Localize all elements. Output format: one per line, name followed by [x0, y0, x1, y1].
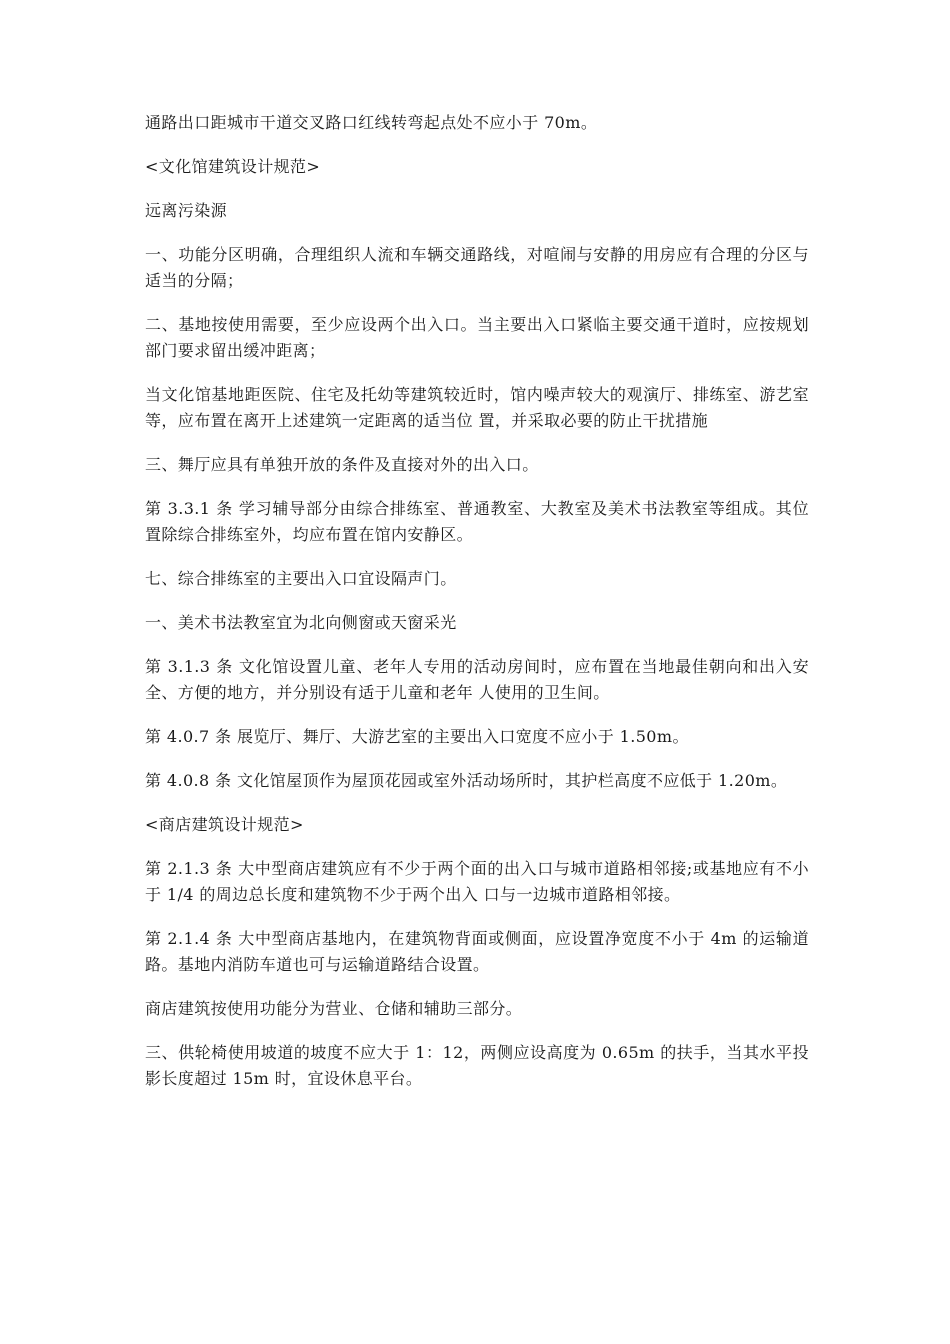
paragraph-article-3-3-1: 第 3.3.1 条 学习辅导部分由综合排练室、普通教室、大教室及美术书法教室等组成。其位置除综合排练室外，均应布置在馆内安静区。	[145, 499, 809, 544]
paragraph-art-lighting: 一、美术书法教室宜为北向侧窗或天窗采光	[145, 613, 457, 632]
paragraph-entrances: 二、基地按使用需要，至少应设两个出入口。当主要出入口紧临主要交通干道时，应按规划部门要求留出缓冲距离；	[145, 315, 809, 360]
paragraph-noise: 当文化馆基地距医院、住宅及托幼等建筑较近时，馆内噪声较大的观演厅、排练室、游艺室等，应布置在离开上述建筑一定距离的适当位 置，并采取必要的防止干扰措施	[145, 385, 809, 430]
paragraph-article-2-1-3: 第 2.1.3 条 大中型商店建筑应有不少于两个面的出入口与城市道路相邻接;或基地应有不小于 1/4 的周边总长度和建筑物不少于两个出入 口与一边城市道路相邻接。	[145, 859, 809, 904]
paragraph-rehearsal-door: 七、综合排练室的主要出入口宜设隔声门。	[145, 569, 457, 588]
paragraph-article-4-0-8: 第 4.0.8 条 文化馆屋顶作为屋顶花园或室外活动场所时，其护栏高度不应低于 1.20m。	[145, 771, 788, 790]
paragraph-road-exit-distance: 通路出口距城市干道交叉路口红线转弯起点处不应小于 70m。	[145, 113, 598, 132]
section-heading-shop: <商店建筑设计规范>	[145, 815, 304, 834]
paragraph-article-4-0-7: 第 4.0.7 条 展览厅、舞厅、大游艺室的主要出入口宽度不应小于 1.50m。	[145, 727, 689, 746]
paragraph-pollution: 远离污染源	[145, 201, 228, 220]
paragraph-article-3-1-3: 第 3.1.3 条 文化馆设置儿童、老年人专用的活动房间时，应布置在当地最佳朝向和出入安全、方便的地方，并分别设有适于儿童和老年 人使用的卫生间。	[145, 657, 809, 702]
paragraph-shop-functions: 商店建筑按使用功能分为营业、仓储和辅助三部分。	[145, 999, 523, 1018]
paragraph-zoning: 一、功能分区明确，合理组织人流和车辆交通路线，对喧闹与安静的用房应有合理的分区与适当的分隔；	[145, 245, 809, 290]
section-heading-cultural-center: <文化馆建筑设计规范>	[145, 157, 321, 176]
paragraph-article-2-1-4: 第 2.1.4 条 大中型商店基地内，在建筑物背面或侧面，应设置净宽度不小于 4m 的运输道路。基地内消防车道也可与运输道路结合设置。	[145, 929, 809, 974]
paragraph-dance-hall: 三、舞厅应具有单独开放的条件及直接对外的出入口。	[145, 455, 539, 474]
paragraph-wheelchair-ramp: 三、供轮椅使用坡道的坡度不应大于 1：12，两侧应设高度为 0.65m 的扶手，当其水平投影长度超过 15m 时，宜设休息平台。	[145, 1043, 809, 1088]
document-body	[145, 110, 809, 1110]
